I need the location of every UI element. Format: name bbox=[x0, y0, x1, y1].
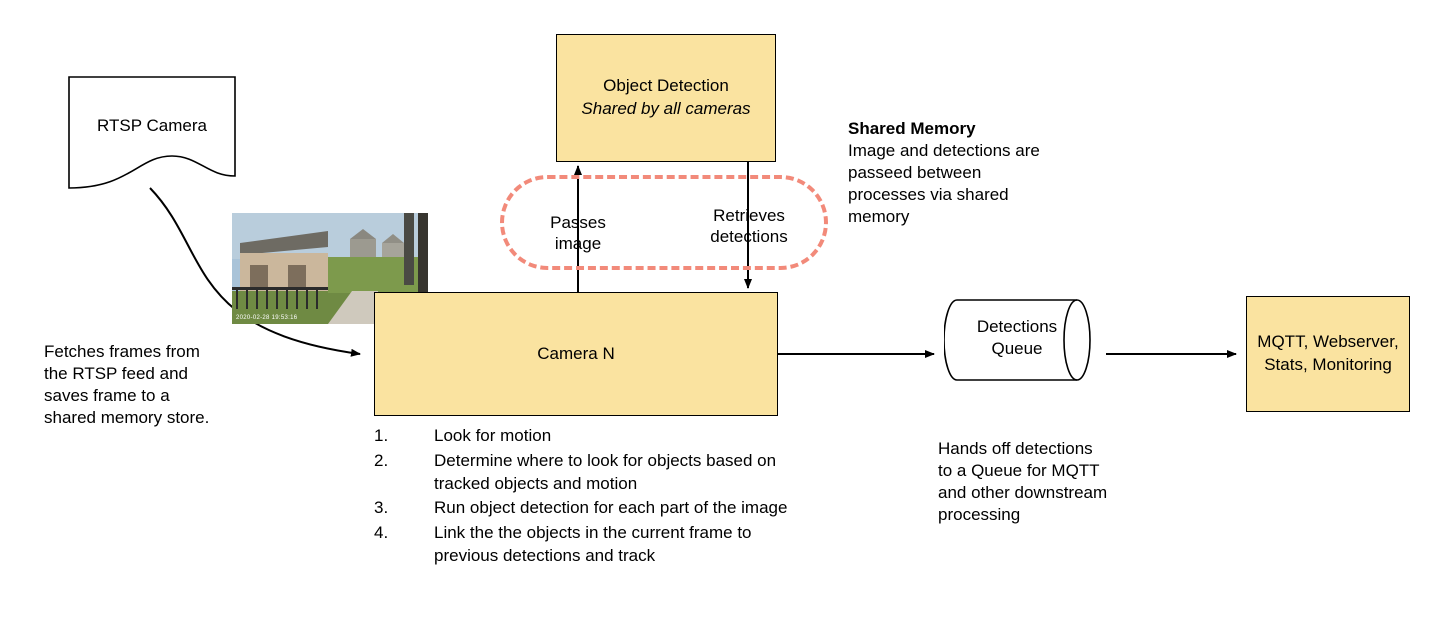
note-shared-memory-title: Shared Memory bbox=[848, 119, 976, 138]
camera-steps-list bbox=[374, 425, 794, 570]
object-detection-title: Object Detection bbox=[603, 76, 729, 96]
note-fetch-frames: Fetches frames from the RTSP feed and saves frame to a shared memory store. bbox=[44, 342, 210, 428]
node-object-detection bbox=[556, 34, 776, 162]
note-queue-handoff: Hands off detections to a Queue for MQTT and other downstream processing bbox=[938, 439, 1108, 525]
list-item: 4. Link the the objects in the current frame to previous detections and track bbox=[374, 523, 752, 565]
edge-label-passes-image: Passes image bbox=[550, 213, 606, 254]
note-shared-memory bbox=[848, 118, 1063, 228]
note-shared-memory-body: Image and detections are passeed between processes via shared memory bbox=[848, 141, 1040, 227]
node-rtsp-camera bbox=[68, 76, 236, 186]
list-item: 2. Determine where to look for objects based on tracked objects and motion bbox=[374, 450, 777, 493]
camera-n-label: Camera N bbox=[537, 343, 615, 363]
node-camera-n bbox=[374, 292, 778, 416]
detections-queue-label: Detections Queue bbox=[976, 317, 1058, 359]
node-consumers bbox=[1246, 296, 1410, 412]
list-item: 3. Run object detection for each part of the image bbox=[374, 498, 788, 518]
list-item: 1. Look for motion bbox=[374, 426, 552, 445]
snapshot-timestamp: 2020-02-28 19:53:16 bbox=[236, 315, 298, 321]
consumers-line2: Stats, Monitoring bbox=[1264, 355, 1392, 374]
rtsp-camera-label: RTSP Camera bbox=[97, 116, 207, 135]
node-detections-queue bbox=[944, 288, 1104, 390]
object-detection-subtitle: Shared by all cameras bbox=[581, 99, 751, 118]
consumers-line1: MQTT, Webserver, bbox=[1257, 332, 1399, 352]
edge-label-retrieves-detections: Retrieves detections bbox=[710, 206, 788, 247]
